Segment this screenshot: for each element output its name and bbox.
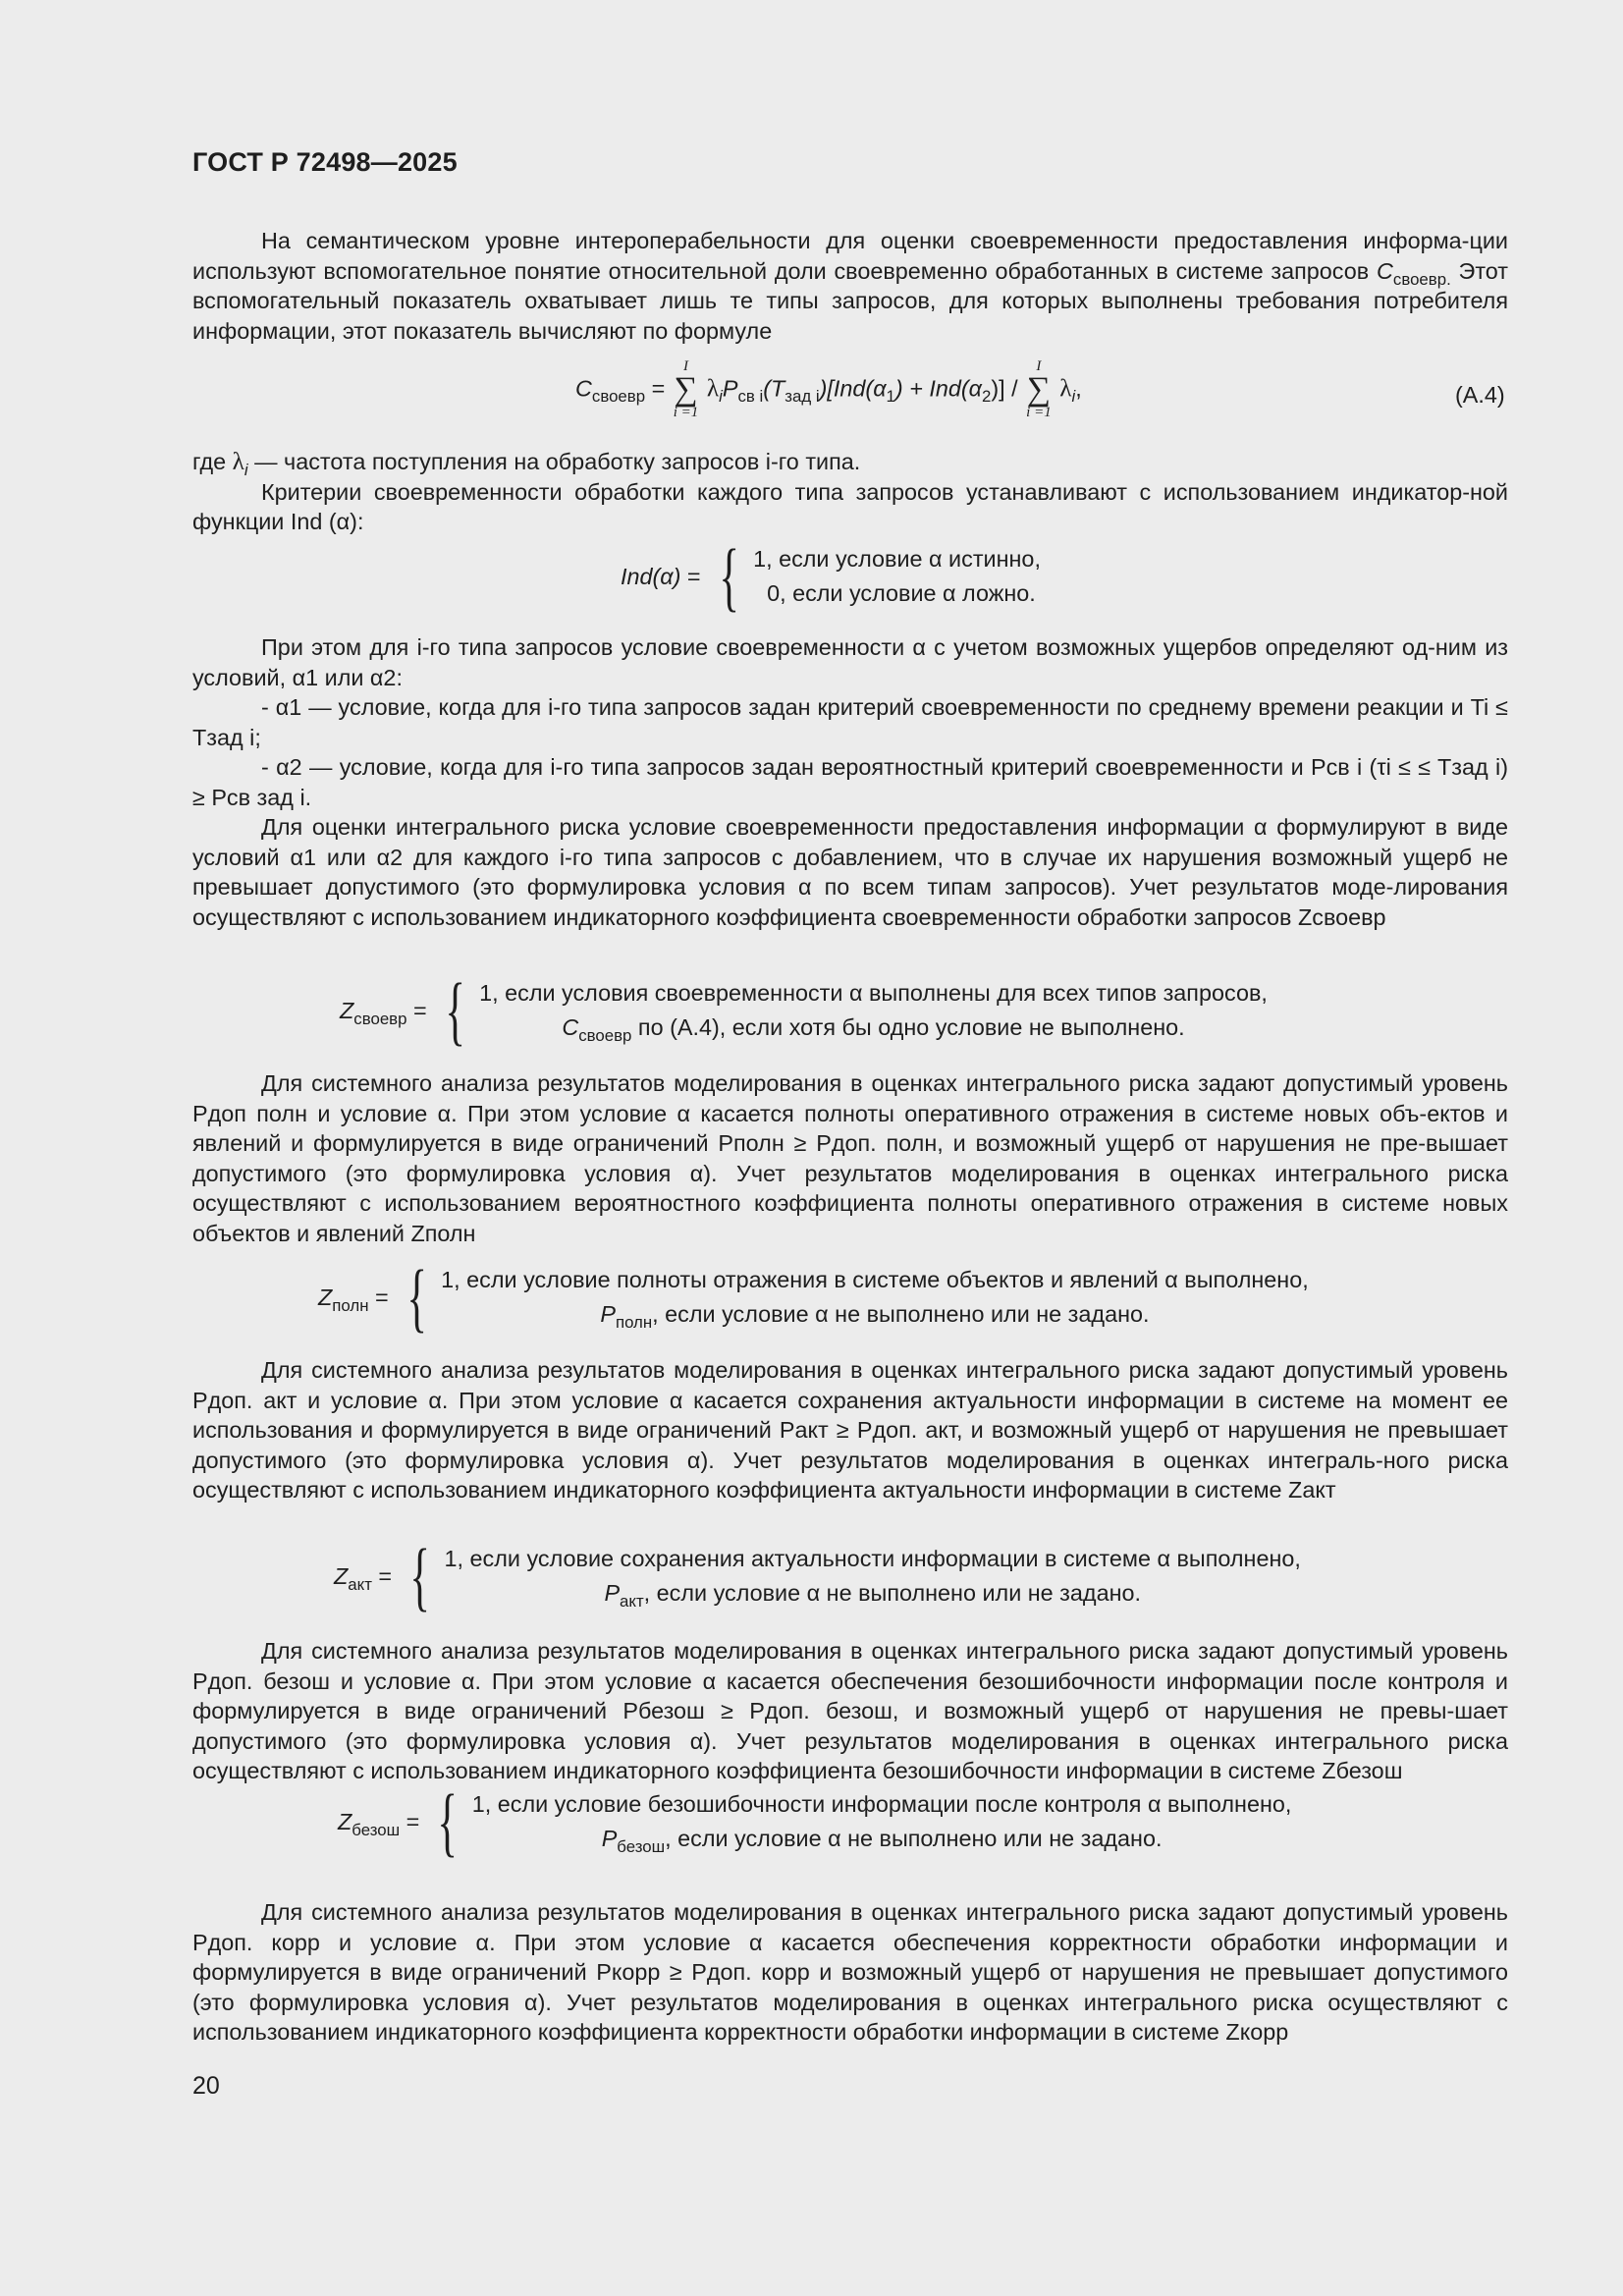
z-poln-sub: полн	[332, 1295, 369, 1315]
sum-top-2: I	[1036, 358, 1042, 374]
where-lambda: — частота поступления на обработку запросов i-го типа.	[254, 449, 861, 474]
ind-lhs: Ind(α)	[621, 563, 681, 589]
z-svoevr-row2-sym: C	[562, 1014, 579, 1040]
z-akt-lhs: Z	[334, 1562, 349, 1589]
equation-number: (А.4)	[1455, 382, 1505, 408]
sum-top: I	[683, 358, 689, 374]
akt-paragraph	[192, 1355, 1508, 1505]
lambda-tail: λ	[1059, 374, 1072, 403]
korr-paragraph	[192, 1897, 1508, 2048]
where-block: где $\lambda_i$ — частота поступления на обработку запросов i-го типа. Критерии своевременности обработки каждого типа запросов устанавливают с использованием индикатор-ной функции Ind (α):	[192, 447, 1508, 537]
z-akt-sub: акт	[348, 1574, 372, 1594]
p-sub: св i	[737, 387, 764, 407]
brace-poln: {	[406, 1254, 427, 1339]
c-subscript: своевр.	[1392, 269, 1451, 289]
z-poln-row2-sub: полн	[615, 1312, 653, 1332]
z-akt-formula: $Z_{акт}$ = { 1, если условие сохранения актуальности информации в системе α выполнено, $P_{акт}$, если условие α не выполнено или не задано.	[334, 1533, 1301, 1618]
brace: {	[719, 533, 739, 619]
conditions-p2: Для оценки интегрального риска условие своевременности предоставления информации α формулируют в виде условий α1 или α2 для каждого i-го типа запросов с добавлением, что в случае их нарушения возможный ущерб не превышает допустимого (это формулировка условия α по всем типам запросов). Учет результатов моде-лирования осуществляют с использованием индикаторного коэффициента своевременности обработки запросов Zсвоевр	[192, 814, 1508, 930]
z-svoevr-lhs: Z	[340, 997, 354, 1023]
formula-lhs-sub: своевр	[591, 387, 646, 407]
z-poln-row1: 1, если условие полноты отражения в системе объектов и явлений α выполнено,	[441, 1267, 1309, 1292]
formula-a4: $C_{своевр}$ = I ∑ i =1 $\lambda_iP_{св i}(T_{зад i})[Ind(\alpha_1) + Ind(\alpha_2)]$ / I ∑ i =1 $\lambda_i$,	[575, 358, 1082, 421]
document-header: ГОСТ Р 72498—2025	[192, 147, 458, 177]
t-sub: зад i	[784, 387, 820, 407]
sum-operator-2: I ∑ i =1	[1026, 358, 1052, 421]
sum-operator: I ∑ i =1	[673, 358, 699, 421]
z-akt-row2-sym: P	[604, 1580, 621, 1606]
z-bezosh-sub: безош	[352, 1820, 401, 1839]
intro-paragraph	[192, 226, 1508, 346]
z-bezosh-row2: , если условие α не выполнено или не задано.	[665, 1826, 1163, 1851]
criteria-text: Критерии своевременности обработки каждого типа запросов устанавливают с использованием индикатор-ной функции Ind (α):	[192, 478, 1508, 534]
conditions-block	[192, 632, 1508, 932]
lambda: λ	[706, 374, 720, 403]
z-poln-row2: , если условие α не выполнено или не задано.	[652, 1301, 1150, 1327]
conditions-p1: При этом для i-го типа запросов условие своевременности α с учетом возможных ущербов определяют од-ним из условий, α1 или α2:	[192, 634, 1508, 690]
ind-1: )[Ind(α	[819, 375, 887, 402]
z-svoevr-row2-sub: своевр	[578, 1025, 632, 1045]
z-bezosh-row2-sub: безош	[617, 1836, 666, 1856]
bezosh-paragraph	[192, 1636, 1508, 1786]
z-poln-lhs: Z	[318, 1284, 333, 1310]
divide: )] /	[991, 375, 1025, 402]
brace-bezosh: {	[437, 1778, 459, 1864]
intro-line2: Этот вспомогательный показатель охватывает лишь те типы запросов, для которых выполнены требования потребителя информации, этот показатель вычисляют по формуле	[192, 257, 1509, 344]
z-bezosh-lhs: Z	[338, 1808, 352, 1834]
brace-svoevr: {	[445, 967, 465, 1053]
z-svoevr-formula: $Z_{своевр}$ = { 1, если условия своевременности α выполнены для всех типов запросов, $C_{своевр}$ по (А.4), если хотя бы одно условие не выполнено.	[340, 967, 1268, 1053]
z-bezosh-row1: 1, если условие безошибочности информации после контроля α выполнено,	[471, 1791, 1292, 1817]
formula-lhs: C	[575, 375, 592, 402]
ind-row2: 0, если условие α ложно.	[767, 580, 1036, 606]
sum-bottom: i =1	[673, 405, 699, 421]
z-svoevr-sub: своевр	[353, 1009, 407, 1028]
conditions-item1: - α1 — условие, когда для i-го типа запросов задан критерий своевременности по среднему времени реакции и Ti ≤ Tзад i;	[192, 694, 1508, 750]
z-akt-row2: , если условие α не выполнено или не задано.	[643, 1580, 1141, 1606]
akt-text: Для системного анализа результатов моделирования в оценках интегрального риска задают допустимый уровень Pдоп. акт и условие α. При этом условие α касается сохранения актуальности информации в системе на момент ее использования и формулируется в виде ограничений Pакт ≥ Pдоп. акт, и возможный ущерб от нарушения не превышает допустимого (это формулировка условия α). Учет результатов моделирования в оценках интеграль-ного риска осуществляют с использованием индикаторного коэффициента актуальности информации в системе Zакт	[192, 1357, 1508, 1503]
brace-akt: {	[409, 1533, 431, 1618]
z-svoevr-row1: 1, если условия своевременности α выполнены для всех типов запросов,	[479, 980, 1268, 1006]
t-arg: (T	[763, 375, 785, 402]
intro-line1: На семантическом уровне интероперабельности для оценки своевременности предоставления информа-ции используют вспомогательное понятие относительной доли своевременно обработанных в системе запросов	[192, 228, 1508, 284]
z-akt-row2-sub: акт	[620, 1591, 644, 1611]
z-poln-row2-sym: P	[600, 1301, 616, 1327]
ind-function: Ind(α) = { 1, если условие α истинно, 0, если условие α ложно.	[621, 533, 1041, 619]
sum-bottom-2: i =1	[1026, 405, 1052, 421]
c-symbol: C	[1377, 257, 1393, 284]
z-svoevr-row2: по (А.4), если хотя бы одно условие не выполнено.	[631, 1014, 1185, 1040]
p-symbol: P	[722, 375, 738, 402]
conditions-item2: - α2 — условие, когда для i-го типа запросов задан вероятностный критерий своевременности и Pсв i (τi ≤ ≤ Tзад i) ≥ Pсв зад i.	[192, 754, 1508, 810]
ind-row1: 1, если условие α истинно,	[753, 546, 1041, 572]
z-akt-row1: 1, если условие сохранения актуальности информации в системе α выполнено,	[444, 1546, 1301, 1571]
korr-text: Для системного анализа результатов моделирования в оценках интегрального риска задают допустимый уровень Pдоп. корр и условие α. При этом условие α касается обеспечения корректности обработки информации и формулируется в виде ограничений Pкорр ≥ Pдоп. корр и возможный ущерб от нарушения не превышает допустимого (это формулировка условия α). Учет результатов моделирования в оценках интегрального риска осуществляют с использованием индикаторного коэффициента корректности обработки информации в системе Zкорр	[192, 1899, 1508, 2045]
z-bezosh-row2-sym: P	[601, 1826, 618, 1851]
page-number: 20	[192, 2072, 220, 2100]
z-poln-formula: $Z_{полн}$ = { 1, если условие полноты отражения в системе объектов и явлений α выполнено, $P_{полн}$, если условие α не выполнено или не задано.	[318, 1254, 1309, 1339]
ind-2: ) + Ind(α	[894, 375, 982, 402]
poln-paragraph	[192, 1068, 1508, 1248]
poln-text: Для системного анализа результатов моделирования в оценках интегрального риска задают допустимый уровень Pдоп полн и условие α. При этом условие α касается полноты оперативного отражения в системе новых объ-ектов и явлений и формулируется в виде ограничений Pполн ≥ Pдоп. полн, и возможный ущерб от нарушения не пре-вышает допустимого (это формулировка условия α). Учет результатов моделирования в оценках интегрального риска осуществляют с использованием вероятностного коэффициента полноты оперативного отражения в системе новых объектов и явлений Zполн	[192, 1070, 1508, 1246]
z-bezosh-formula: $Z_{безош}$ = { 1, если условие безошибочности информации после контроля α выполнено, $P_{безош}$, если условие α не выполнено или не задано.	[338, 1778, 1292, 1864]
lambda-tail-sub: i	[1071, 387, 1076, 407]
bezosh-text: Для системного анализа результатов моделирования в оценках интегрального риска задают допустимый уровень Pдоп. безош и условие α. При этом условие α касается обеспечения безошибочности информации после контроля и формулируется в виде ограничений Pбезош ≥ Pдоп. безош, и возможный ущерб от нарушения не превы-шает допустимого (это формулировка условия α). Учет результатов моделирования в оценках интегрального риска осуществляют с использованием индикаторного коэффициента безошибочности информации в системе Zбезош	[192, 1638, 1508, 1783]
